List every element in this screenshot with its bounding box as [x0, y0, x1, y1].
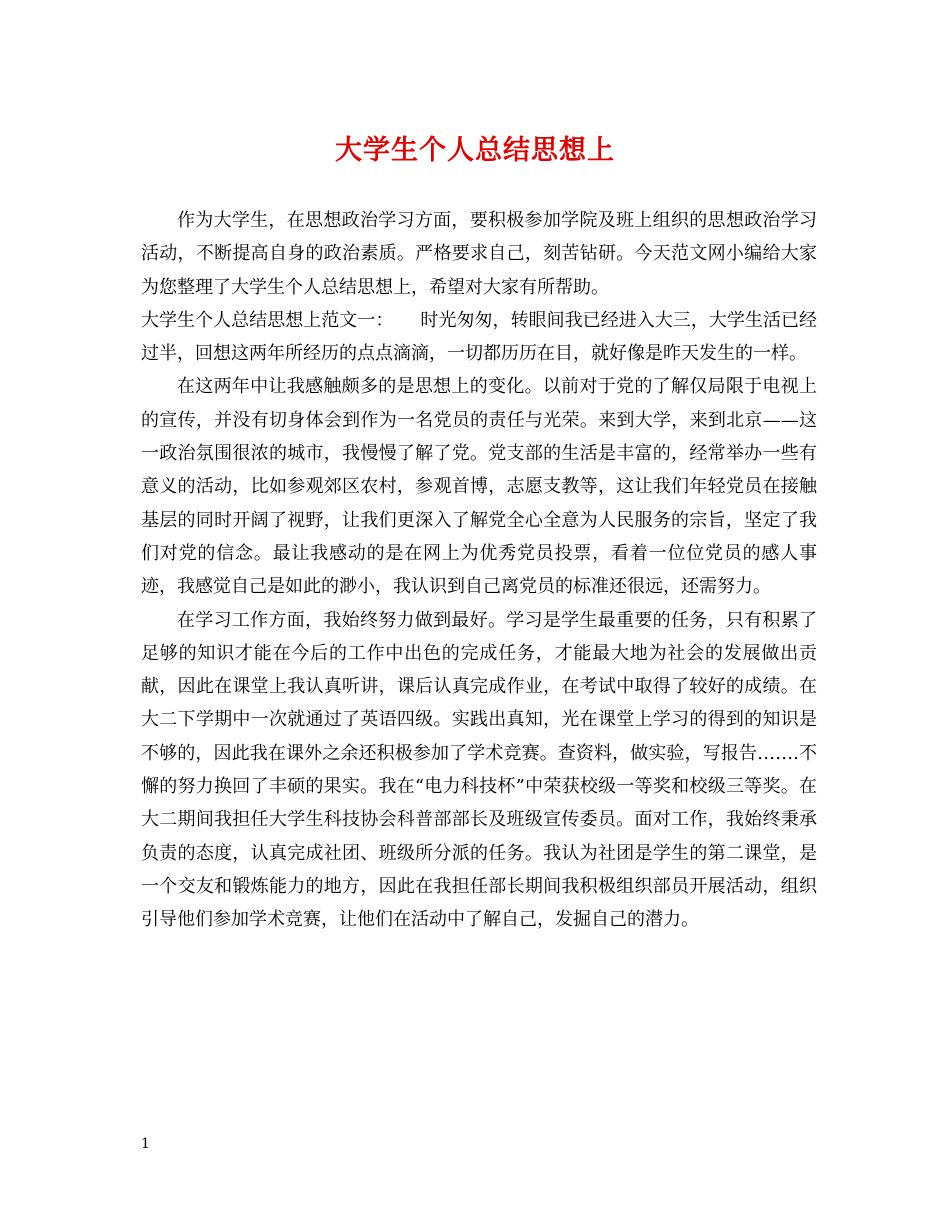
paragraph-intro: 作为大学生，在思想政治学习方面，要积极参加学院及班上组织的思想政治学习活动，不断提高自身的政治素质。严格要求自己，刻苦钻研。今天范文网小编给大家为您整理了大学生个人总结思想上，希望对大家有所帮助。 [141, 210, 817, 298]
document-title: 大学生个人总结思想上 [335, 135, 615, 166]
paragraph-thought-changes: 在这两年中让我感触颇多的是思想上的变化。以前对于党的了解仅局限于电视上的宣传，并没有切身体会到作为一名党员的责任与光荣。来到大学，来到北京——这一政治氛围很浓的城市，我慢慢了解了党。党支部的生活是丰富的，经常举办一些有意义的活动，比如参观郊区农村，参观首博，志愿支教等，这让我们年轻党员在接触基层的同时开阔了视野，让我们更深入了解党全心全意为人民服务的宗旨，坚定了我们对党的信念。最让我感动的是在网上为优秀党员投票，看着一位位党员的感人事迹，我感觉自己是如此的渺小，我认识到自己离党员的标准还很远，还需努力。 [141, 376, 817, 598]
page-number: 1 [141, 1136, 150, 1152]
document-body [141, 204, 817, 937]
paragraph-study-work: 在学习工作方面，我始终努力做到最好。学习是学生最重要的任务，只有积累了足够的知识才能在今后的工作中出色的完成任务，才能最大地为社会的发展做出贡献，因此在课堂上我认真听讲，课后认真完成作业，在考试中取得了较好的成绩。在大二下学期中一次就通过了英语四级。实践出真知，光在课堂上学习的得到的知识是不够的，因此我在课外之余还积极参加了学术竞赛。查资料，做实验，写报告…….不懈的努力换回了丰硕的果实。我在“电力科技杯”中荣获校级一等奖和校级三等奖。在大二期间我担任大学生科技协会科普部部长及班级宣传委员。面对工作，我始终秉承负责的态度，认真完成社团、班级所分派的任务。我认为社团是学生的第二课堂，是一个交友和锻炼能力的地方，因此在我担任部长期间我积极组织部员开展活动，组织引导他们参加学术竞赛，让他们在活动中了解自己，发掘自己的潜力。 [141, 609, 817, 931]
paragraph-sample-heading: 大学生个人总结思想上范文一： 时光匆匆，转眼间我已经进入大三，大学生活已经过半，回想这两年所经历的点点滴滴，一切都历历在目，就好像是昨天发生的一样。 [141, 309, 817, 365]
